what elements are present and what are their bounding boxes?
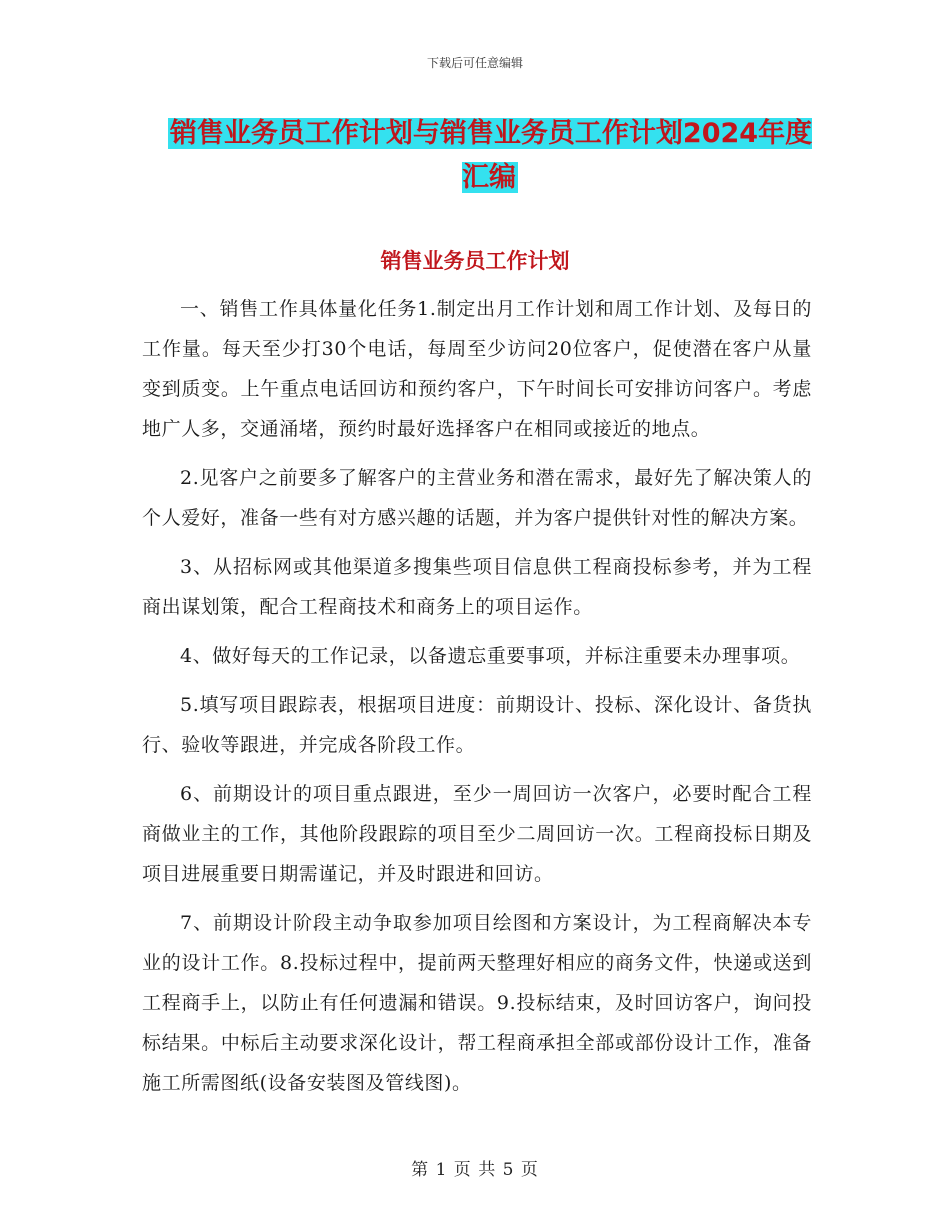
paragraph-7: 7、前期设计阶段主动争取参加项目绘图和方案设计，为工程商解决本专业的设计工作。8.投标过程中，提前两天整理好相应的商务文件，快递或送到工程商手上，以防止有任何遗漏和错误。9.投标结束，及时回访客户，询问投标结果。中标后主动要求深化设计，帮工程商承担全部或部份设计工作，准备施工所需图纸(设备安装图及管线图)。	[142, 912, 812, 1094]
header-note: 下载后可任意编辑	[426, 56, 523, 70]
document-title-text: 销售业务员工作计划与销售业务员工作计划2024年度汇编	[169, 118, 813, 193]
paragraph-2: 2.见客户之前要多了解客户的主营业务和潜在需求，最好先了解决策人的个人爱好，准备一些有对方感兴趣的话题，并为客户提供针对性的解决方案。	[142, 467, 812, 529]
paragraph-3: 3、从招标网或其他渠道多搜集些项目信息供工程商投标参考，并为工程商出谋划策，配合工程商技术和商务上的项目运作。	[142, 556, 812, 618]
paragraph-6: 6、前期设计的项目重点跟进，至少一周回访一次客户，必要时配合工程商做业主的工作，其他阶段跟踪的项目至少二周回访一次。工程商投标日期及项目进展重要日期需谨记，并及时跟进和回访。	[142, 783, 812, 885]
document-body	[142, 289, 812, 1112]
document-title	[160, 112, 820, 200]
page-number-footer: 第 1 页 共 5 页	[411, 1160, 539, 1180]
section-heading: 销售业务员工作计划	[380, 249, 570, 273]
paragraph-1: 一、销售工作具体量化任务1.制定出月工作计划和周工作计划、及每日的工作量。每天至少打30个电话，每周至少访问20位客户，促使潜在客户从量变到质变。上午重点电话回访和预约客户，下午时间长可安排访问客户。考虑地广人多，交通涌堵，预约时最好选择客户在相同或接近的地点。	[142, 298, 812, 440]
paragraph-5: 5.填写项目跟踪表，根据项目进度：前期设计、投标、深化设计、备货执行、验收等跟进，并完成各阶段工作。	[142, 694, 812, 756]
paragraph-4: 4、做好每天的工作记录，以备遗忘重要事项，并标注重要未办理事项。	[180, 645, 801, 667]
